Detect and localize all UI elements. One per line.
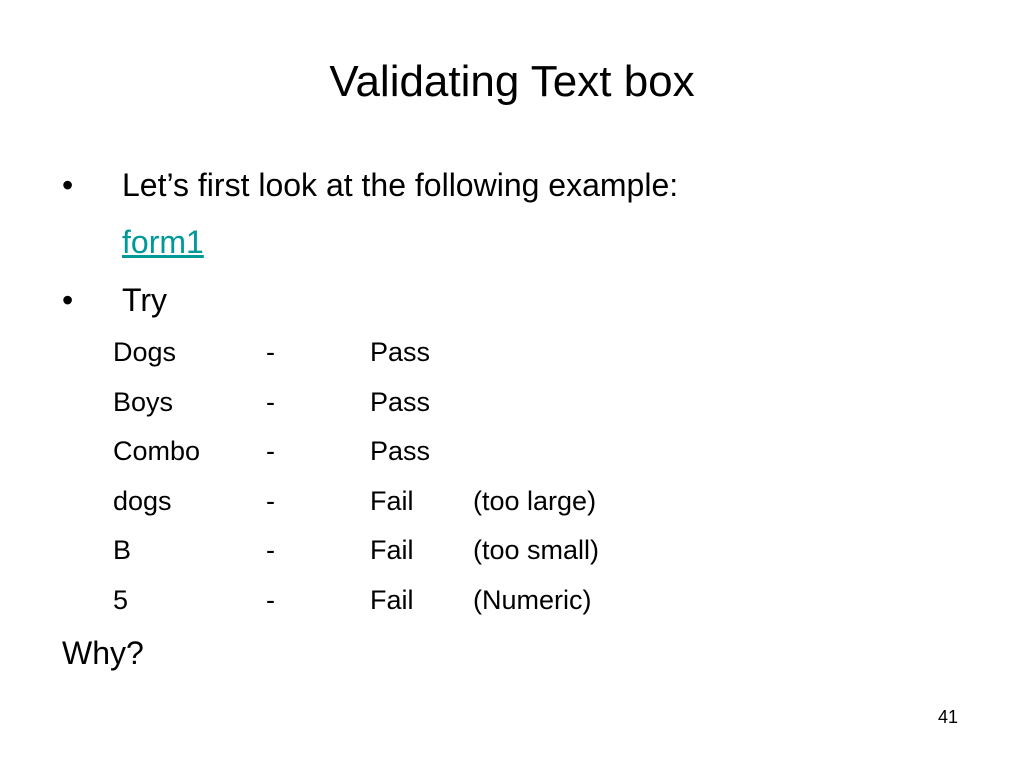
closing-question: Why? (62, 635, 144, 671)
try-dash: - (266, 584, 275, 615)
try-result: Pass (370, 436, 431, 467)
form1-link[interactable]: form1 (122, 224, 204, 260)
try-row (113, 483, 713, 533)
try-row (113, 582, 713, 632)
try-row (113, 334, 713, 384)
try-result: Pass (370, 337, 431, 367)
try-word: Boys (113, 386, 174, 417)
try-dash: - (266, 337, 275, 367)
try-row (113, 384, 713, 434)
try-reason: (too small) (473, 535, 600, 566)
try-dash: - (266, 535, 275, 566)
try-dash: - (266, 485, 275, 516)
try-row (113, 433, 713, 483)
try-result: Fail (370, 485, 414, 516)
try-word: Dogs (113, 337, 177, 367)
try-dash: - (266, 436, 275, 467)
try-word: 5 (113, 584, 129, 615)
bullet-text: Try (122, 282, 168, 318)
try-word: Combo (113, 436, 201, 467)
try-results-list (113, 334, 713, 632)
bullet-icon: • (62, 282, 74, 318)
slide-title: Validating Text box (329, 57, 695, 106)
page-number: 41 (938, 707, 959, 727)
try-result: Fail (370, 584, 414, 615)
try-word: dogs (113, 485, 172, 516)
try-result: Fail (370, 535, 414, 566)
bullet-text: Let’s first look at the following example: (122, 167, 679, 203)
try-row (113, 532, 713, 582)
try-result: Pass (370, 386, 431, 417)
try-word: B (113, 535, 132, 566)
try-dash: - (266, 386, 275, 417)
try-reason: (Numeric) (473, 584, 592, 615)
bullet-icon: • (62, 167, 74, 203)
try-reason: (too large) (473, 485, 597, 516)
